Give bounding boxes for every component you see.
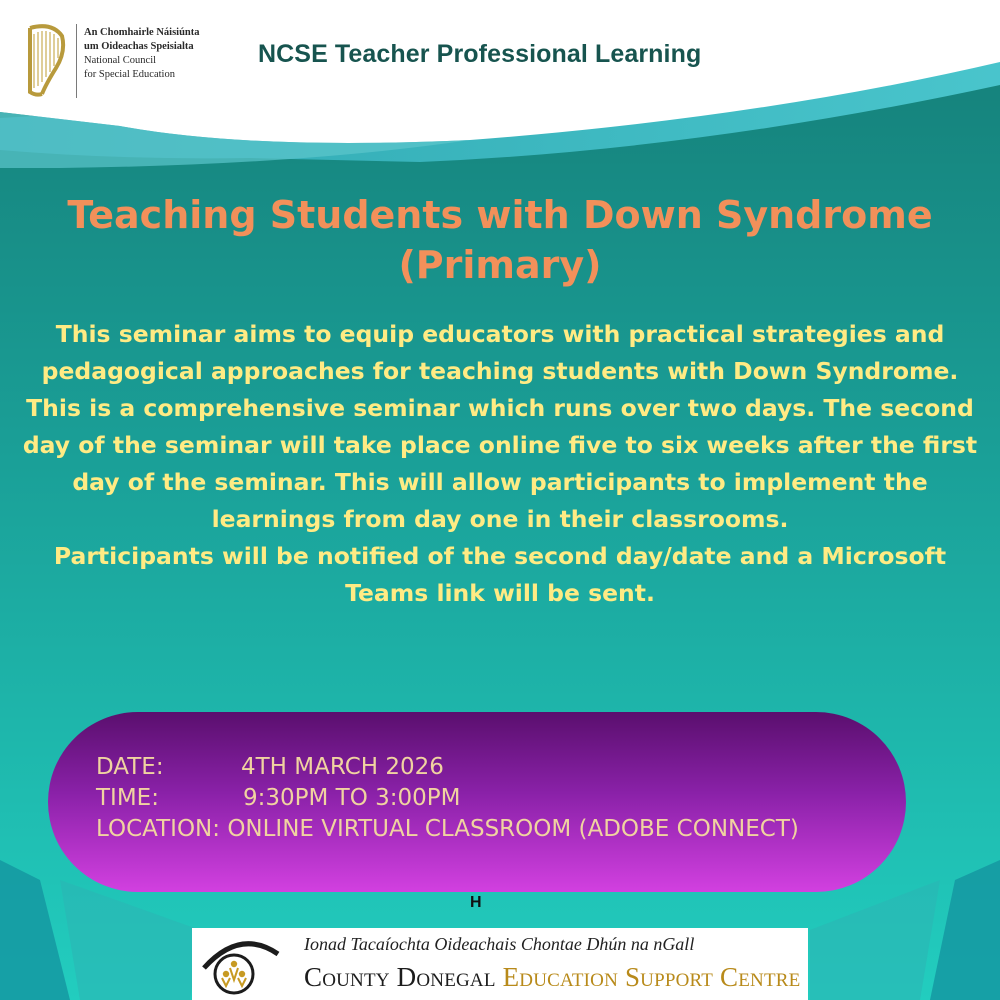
h-marker: H bbox=[470, 894, 482, 911]
logo-line-2: um Oideachas Speisialta bbox=[84, 41, 194, 52]
footer-irish-name: Ionad Tacaíochta Oideachais Chontae Dhún na nGall bbox=[304, 934, 695, 954]
date-value: 4TH MARCH 2026 bbox=[241, 754, 444, 780]
time-row bbox=[96, 783, 799, 814]
seminar-title-line-2: (Primary) bbox=[398, 243, 602, 287]
description-paragraph-1: This seminar aims to equip educators with practical strategies and pedagogical approaches for teaching students with Down Syndrome. bbox=[41, 320, 959, 385]
location-label: LOCATION: bbox=[96, 816, 220, 842]
logo-text bbox=[84, 26, 200, 82]
seminar-description bbox=[10, 316, 990, 612]
time-value: 9:30PM TO 3:00PM bbox=[243, 785, 461, 811]
description-paragraph-2: This is a comprehensive seminar which runs over two days. The second day of the seminar will take place online five to six weeks after the first day of the seminar. This will allow participants to implement the learnings from day one in their classrooms. bbox=[22, 394, 978, 533]
date-label: DATE: bbox=[96, 754, 164, 780]
location-value: ONLINE VIRTUAL CLASSROOM (ADOBE CONNECT) bbox=[227, 816, 799, 842]
logo-divider bbox=[76, 24, 77, 98]
logo-line-3: National Council bbox=[84, 55, 157, 66]
time-label: TIME: bbox=[96, 785, 159, 811]
location-row bbox=[96, 814, 799, 845]
seminar-title bbox=[0, 190, 1000, 290]
description-paragraph-3: Participants will be notified of the second day/date and a Microsoft Teams link will be sent. bbox=[53, 542, 947, 607]
ncse-logo bbox=[22, 18, 242, 100]
footer-english-name bbox=[304, 962, 800, 993]
logo-line-4: for Special Education bbox=[84, 69, 175, 80]
footer-english-part-2: Education Support Centre bbox=[502, 962, 801, 992]
date-row bbox=[96, 752, 799, 783]
seminar-title-line-1: Teaching Students with Down Syndrome bbox=[67, 193, 933, 237]
education-centre-emblem-icon bbox=[200, 934, 280, 1000]
logo-line-1: An Chomhairle Náisiúnta bbox=[84, 27, 200, 38]
harp-icon bbox=[22, 22, 68, 102]
donegal-esc-logo bbox=[192, 928, 808, 1000]
seminar-details bbox=[96, 752, 799, 845]
footer-english-part-1: County Donegal bbox=[304, 962, 496, 992]
header-title: NCSE Teacher Professional Learning bbox=[258, 40, 702, 68]
